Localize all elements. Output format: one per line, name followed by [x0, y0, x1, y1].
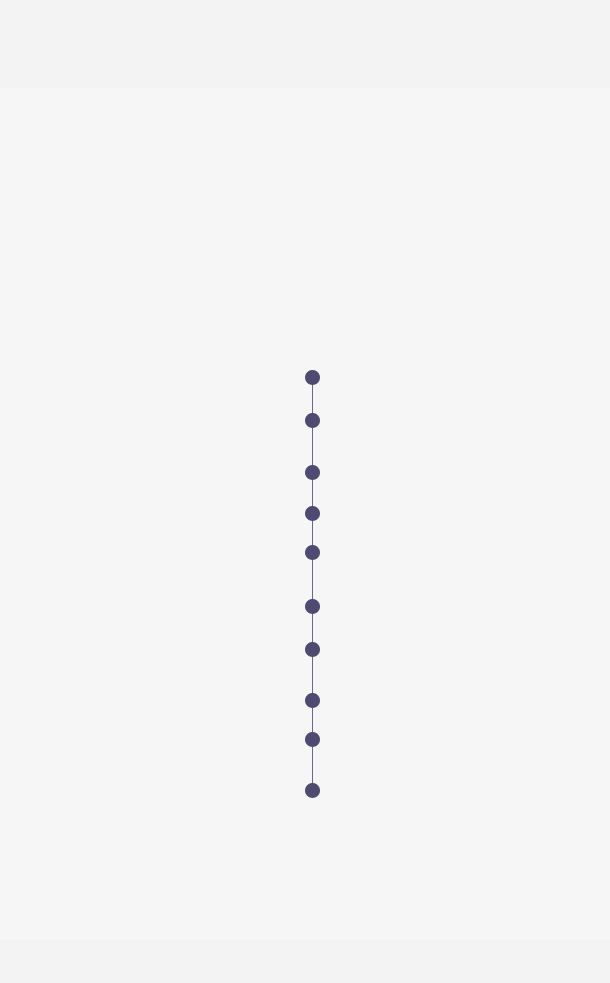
work-item [328, 637, 338, 647]
achievement-item [328, 483, 338, 493]
timeline-dot-languages [305, 693, 320, 708]
timeline-dot-hobbies [305, 545, 320, 560]
achievement-item [328, 435, 338, 445]
timeline-dot-achievements [305, 413, 320, 428]
work-item [328, 669, 338, 679]
resume-header [0, 268, 610, 270]
achievement-item [328, 451, 338, 461]
timeline-dot-contact [305, 732, 320, 747]
timeline-dot-education [305, 465, 320, 480]
education-item [284, 487, 294, 497]
timeline-dot-skills [305, 506, 320, 521]
timeline-dot-about [305, 370, 320, 385]
timeline-dot-work [305, 599, 320, 614]
education-item [284, 519, 294, 529]
work-item [328, 621, 338, 631]
education-item [284, 503, 294, 513]
achievement-item [328, 467, 338, 477]
work-item [328, 653, 338, 663]
timeline-line [312, 377, 313, 791]
timeline-dot-end [305, 783, 320, 798]
timeline-dot-interests [305, 642, 320, 657]
